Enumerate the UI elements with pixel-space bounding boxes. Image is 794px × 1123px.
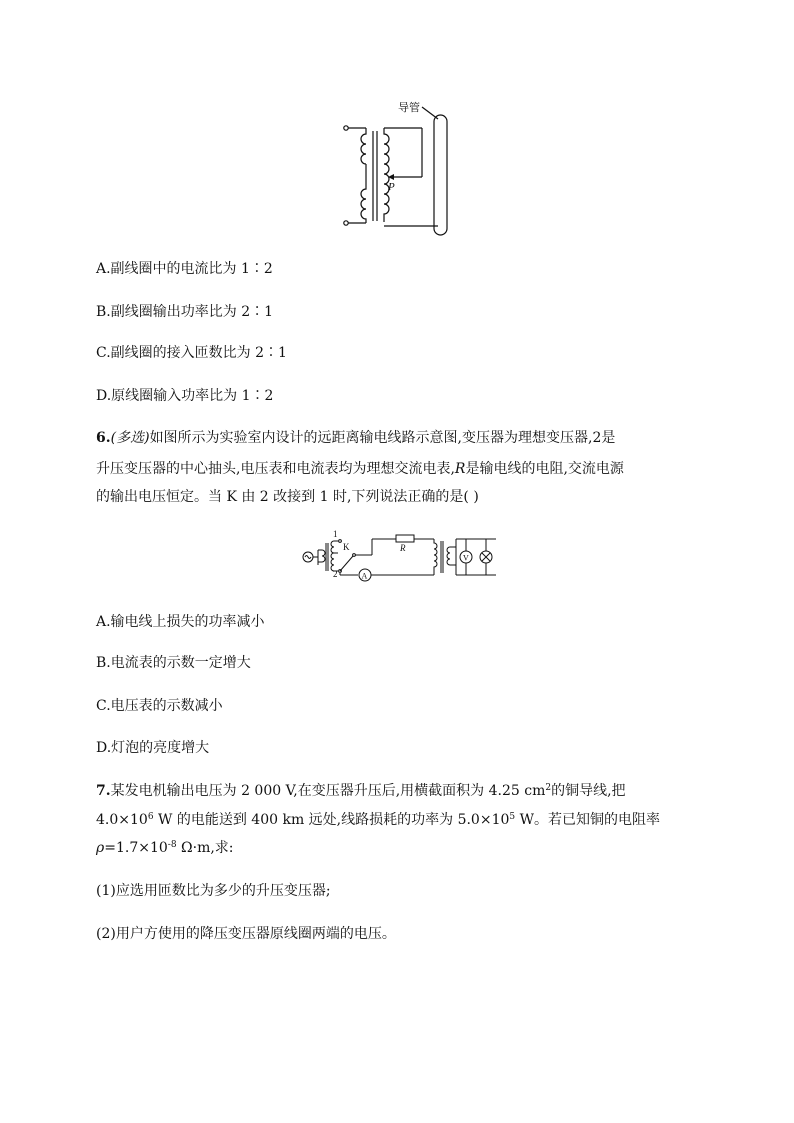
switch-label-k: K [343, 542, 350, 552]
q6-stem-line3: 的输出电压恒定。当 K 由 2 改接到 1 时,下列说法正确的是( ) [96, 489, 479, 505]
q6-option-d: D.灯泡的亮度增大 [96, 740, 210, 756]
q6-line2-a: 升压变压器的中心抽头,电压表和电流表均为理想交流电表, [96, 461, 455, 477]
q6-option-c: C.电压表的示数减小 [96, 698, 223, 714]
q7-line2-c: W。若已知铜的电阻率 [515, 812, 660, 828]
ammeter-label-a: A [361, 571, 368, 581]
q6-line2-r: R [454, 461, 466, 477]
q6-stem-line2 [96, 459, 624, 479]
q7-line2-a: 4.0×10 [96, 812, 148, 828]
tap-label-1: 1 [333, 529, 338, 539]
q7-line1-sup: 2 [545, 783, 552, 793]
resistor-label-r: R [400, 543, 406, 553]
q5-option-d: D.原线圈输入功率比为 1∶2 [96, 388, 274, 404]
voltmeter-label-v: V [463, 553, 469, 563]
q7-stem-line2 [96, 810, 660, 830]
q7-line3-b: Ω·m,求: [176, 840, 234, 856]
q7-rho: ρ [96, 840, 105, 856]
q6-line2-b: 是输电线的电阻,交流电源 [465, 461, 624, 477]
q7-line3-sup: -8 [167, 840, 177, 850]
q7-line2-sup1: 6 [147, 812, 154, 822]
q7-sub1: (1)应选用匝数比为多少的升压变压器; [96, 883, 331, 899]
tap-label-p: P [388, 181, 395, 193]
q6-line1-text: 如图所示为实验室内设计的远距离输电线路示意图,变压器为理想变压器,2是 [149, 430, 616, 446]
transmission-circuit-figure [296, 525, 501, 585]
tube-label: 导管 [398, 102, 420, 114]
q7-line1-a: 某发电机输出电压为 2 000 V,在变压器升压后,用横截面积为 4.25 cm [110, 783, 546, 799]
q7-stem-line3 [96, 838, 234, 858]
q6-number: 6. [96, 430, 111, 446]
q6-option-a: A.输电线上损失的功率减小 [96, 614, 265, 630]
q5-option-b: B.副线圈输出功率比为 2∶1 [96, 304, 274, 320]
q5-option-c: C.副线圈的接入匝数比为 2∶1 [96, 345, 287, 361]
q6-tag: (多选) [110, 430, 150, 446]
q7-line3-a: =1.7×10 [104, 840, 168, 856]
q7-line2-b: W 的电能送到 400 km 远处,线路损耗的功率为 5.0×10 [153, 812, 510, 828]
q7-number: 7. [96, 783, 111, 799]
q7-line2-sup2: 5 [509, 812, 516, 822]
q5-option-a: A.副线圈中的电流比为 1∶2 [96, 261, 273, 277]
q7-stem-line1 [96, 781, 626, 801]
tap-label-2: 2 [333, 569, 338, 579]
q7-line1-b: 的铜导线,把 [551, 783, 626, 799]
q6-option-b: B.电流表的示数一定增大 [96, 655, 251, 671]
transformer-tube-figure [330, 95, 470, 240]
q7-sub2: (2)用户方使用的降压变压器原线圈两端的电压。 [96, 926, 396, 942]
q6-stem-line1 [96, 428, 615, 448]
